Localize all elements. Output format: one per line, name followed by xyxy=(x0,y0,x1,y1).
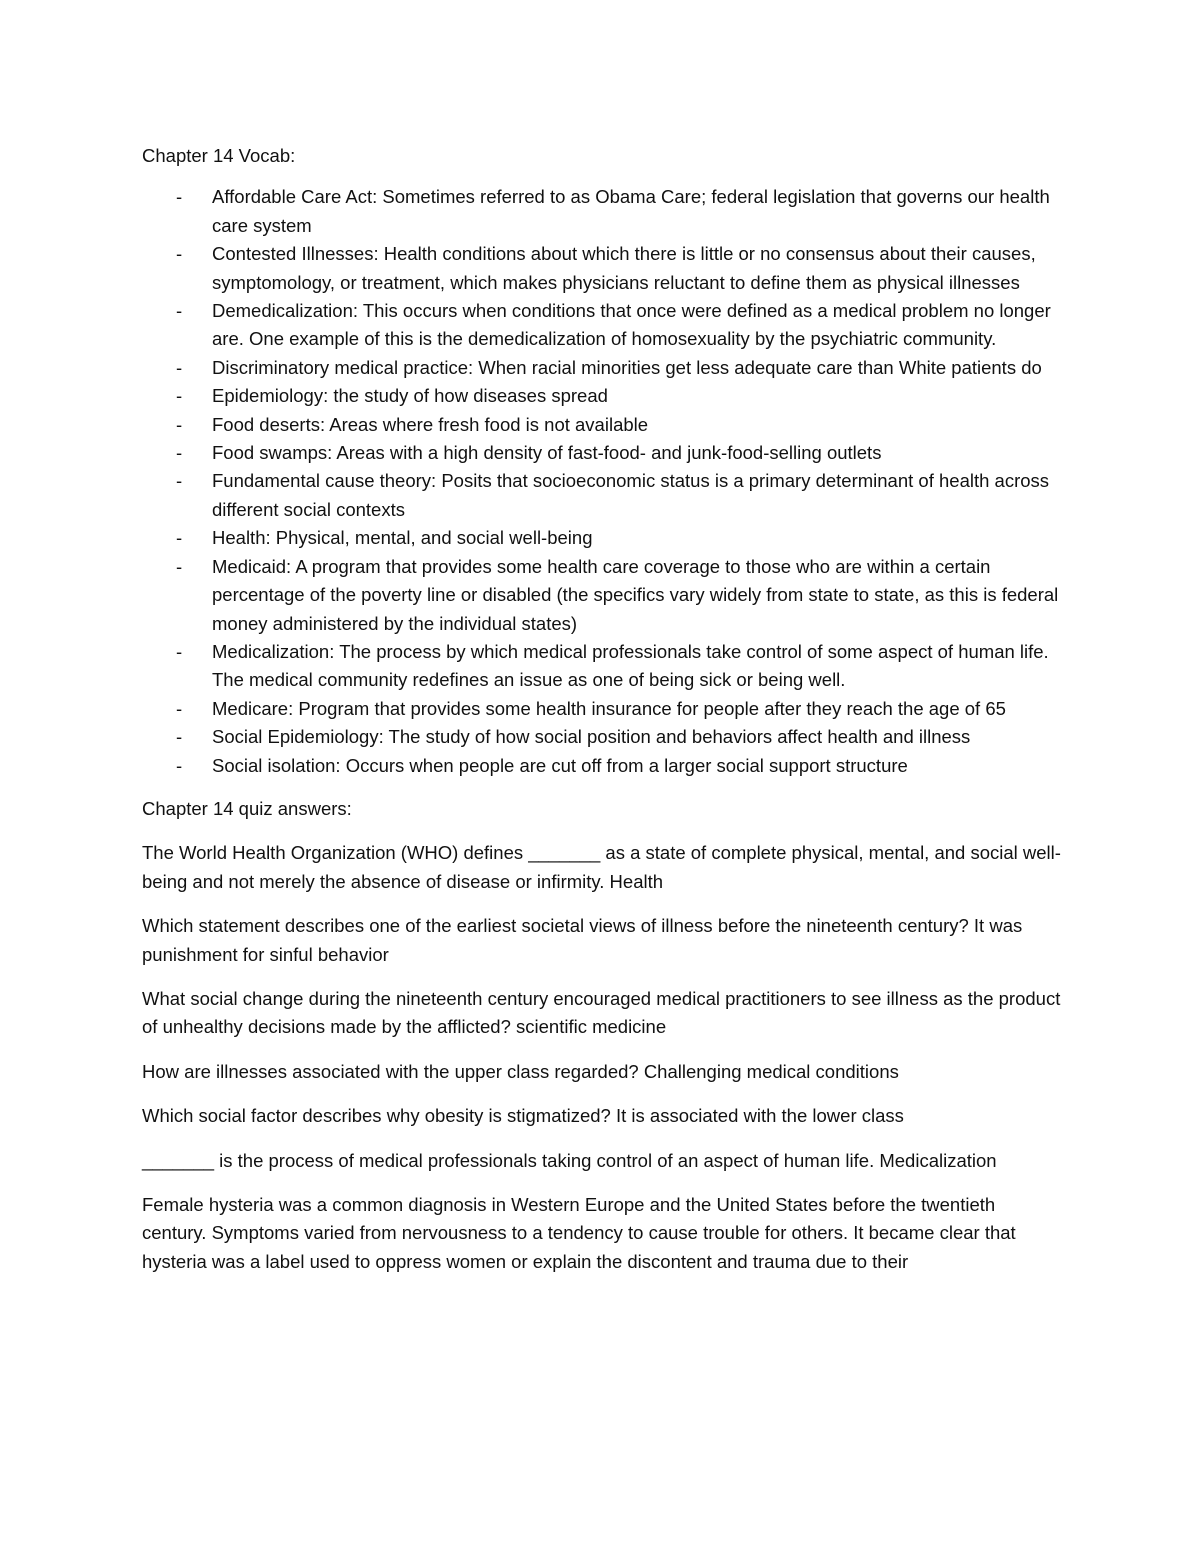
vocab-definition: A program that provides some health care coverage to those who are within a certain percentage of the poverty line or disabled (the specifics vary widely from state to state, as this is federal money administered by the individual states) xyxy=(212,555,1059,634)
vocab-item xyxy=(142,524,1062,552)
vocab-definition: Health conditions about which there is little or no consensus about their causes, symptomology, or treatment, which makes physicians reluctant to define them as physical illnesses xyxy=(212,243,1036,293)
vocab-item xyxy=(142,467,1062,524)
dash-bullet: - xyxy=(176,555,183,577)
vocab-term: Health: xyxy=(212,527,271,549)
vocab-term: Social isolation: xyxy=(212,754,341,776)
vocab-term: Discriminatory medical practice: xyxy=(212,356,474,378)
vocab-definition: This occurs when conditions that once were defined as a medical problem no longer are. One example of this is the demedicalization of homosexuality by the psychiatric community. xyxy=(212,300,1051,350)
vocab-definition: The study of how social position and behaviors affect health and illness xyxy=(388,726,971,748)
vocab-definition: Sometimes referred to as Obama Care; federal legislation that governs our health care system xyxy=(212,186,1050,236)
vocab-term: Food swamps: xyxy=(212,442,333,464)
quiz-answer: Female hysteria was a common diagnosis in Western Europe and the United States before the twentieth century. Symptoms varied from nervousness to a tendency to cause trouble for others. It became clear that hysteria was a label used to oppress women or explain the discontent and trauma due to their xyxy=(142,1194,1016,1272)
dash-bullet: - xyxy=(176,442,183,464)
vocab-term: Food deserts: xyxy=(212,413,326,435)
vocab-item xyxy=(142,354,1062,382)
vocab-definition: Occurs when people are cut off from a larger social support structure xyxy=(345,754,908,776)
quiz-answer: What social change during the nineteenth century encouraged medical practitioners to see illness as the product of unhealthy decisions made by the afflicted? scientific medicine xyxy=(142,987,1061,1038)
vocab-term: Social Epidemiology: xyxy=(212,726,384,748)
quiz-answer: Which social factor describes why obesity is stigmatized? It is associated with the lower class xyxy=(142,1105,904,1127)
dash-bullet: - xyxy=(176,356,183,378)
vocab-item xyxy=(142,439,1062,467)
vocab-item xyxy=(142,382,1062,410)
vocab-term: Medicaid: xyxy=(212,555,292,577)
vocab-term: Epidemiology: xyxy=(212,385,329,407)
dash-bullet: - xyxy=(176,385,183,407)
vocab-definition: When racial minorities get less adequate care than White patients do xyxy=(478,356,1042,378)
vocab-item xyxy=(142,638,1062,695)
quiz-answer: Which statement describes one of the earliest societal views of illness before the nineteenth century? It was punishment for sinful behavior xyxy=(142,915,1023,965)
vocab-term: Medicare: xyxy=(212,697,294,719)
vocab-term: Demedicalization: xyxy=(212,300,359,322)
vocab-item xyxy=(142,752,1062,780)
dash-bullet: - xyxy=(176,470,183,492)
vocab-item xyxy=(142,183,1062,240)
vocab-term: Affordable Care Act: xyxy=(212,186,378,208)
vocab-item xyxy=(142,723,1062,751)
quiz-answer: _______ is the process of medical professionals taking control of an aspect of human life. Medicalization xyxy=(142,1149,997,1171)
vocab-definition: The process by which medical professionals take control of some aspect of human life. The medical community redefines an issue as one of being sick or being well. xyxy=(212,640,1049,691)
vocab-heading: Chapter 14 Vocab: xyxy=(142,145,296,166)
vocab-term: Contested Illnesses: xyxy=(212,243,379,265)
vocab-definition: Posits that socioeconomic status is a primary determinant of health across different social contexts xyxy=(212,470,1050,520)
vocab-definition: the study of how diseases spread xyxy=(333,385,608,407)
quiz-heading: Chapter 14 quiz answers: xyxy=(142,797,352,819)
vocab-definition: Areas with a high density of fast-food- and junk-food-selling outlets xyxy=(336,442,882,464)
dash-bullet: - xyxy=(176,300,183,322)
dash-bullet: - xyxy=(176,726,183,748)
vocab-item xyxy=(142,553,1062,638)
vocab-item xyxy=(142,695,1062,723)
vocab-definition: Areas where fresh food is not available xyxy=(329,413,649,435)
dash-bullet: - xyxy=(176,186,183,208)
vocab-definition: Physical, mental, and social well-being xyxy=(275,527,593,549)
vocab-item xyxy=(142,240,1062,297)
dash-bullet: - xyxy=(176,697,183,719)
dash-bullet: - xyxy=(176,527,183,549)
vocab-list xyxy=(142,183,1062,780)
dash-bullet: - xyxy=(176,413,183,435)
quiz-answer: The World Health Organization (WHO) defines _______ as a state of complete physical, mental, and social well-being and not merely the absence of disease or infirmity. Health xyxy=(142,842,1061,892)
vocab-term: Medicalization: xyxy=(212,640,335,662)
document-page xyxy=(142,142,1062,1292)
vocab-item xyxy=(142,411,1062,439)
dash-bullet: - xyxy=(176,754,183,776)
dash-bullet: - xyxy=(176,640,183,662)
dash-bullet: - xyxy=(176,243,183,265)
vocab-definition: Program that provides some health insurance for people after they reach the age of 65 xyxy=(298,697,1006,719)
vocab-term: Fundamental cause theory: xyxy=(212,470,437,492)
quiz-answer: How are illnesses associated with the upper class regarded? Challenging medical conditions xyxy=(142,1060,899,1082)
vocab-item xyxy=(142,297,1062,354)
